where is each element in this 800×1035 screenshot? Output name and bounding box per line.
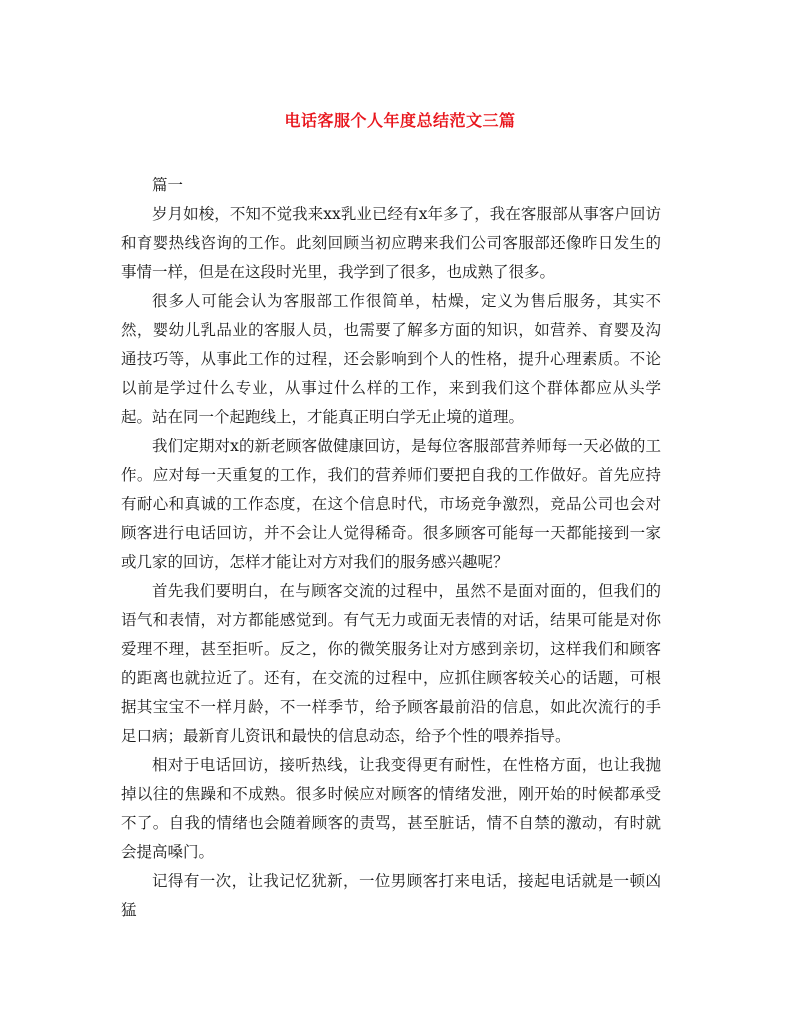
paragraph-6: 记得有一次，让我记忆犹新，一位男顾客打来电话，接起电话就是一顿凶猛 [121,872,661,919]
paragraph-4: 首先我们要明白，在与顾客交流的过程中，虽然不是面对面的，但我们的语气和表情，对方都能感觉到。有气无力或面无表情的对话，结果可能是对你爱理不理，甚至拒听。反之，你的微笑服务让对方感到亲切，这样我们和顾客的距离也就拉近了。还有，在交流的过程中，应抓住顾客较关心的话题，可根据其宝宝不一样月龄，不一样季节，给予顾客最前沿的信息，如此次流行的手足口病；最新育儿资讯和最快的信息动态，给予个性的喂养指导。 [121,582,661,745]
section-heading: 篇一 [152,176,184,194]
document-body [121,171,661,925]
paragraph-1: 岁月如梭，不知不觉我来xx乳业已经有x年多了，我在客服部从事客户回访和育婴热线咨询的工作。此刻回顾当初应聘来我们公司客服部还像昨日发生的事情一样，但是在这段时光里，我学到了很多，也成熟了很多。 [121,205,661,281]
document-title: 电话客服个人年度总结范文三篇 [284,111,516,130]
paragraph-5: 相对于电话回访，接听热线，让我变得更有耐性，在性格方面，也让我抛掉以往的焦躁和不成熟。很多时候应对顾客的情绪发泄，刚开始的时候都承受不了。自我的情绪也会随着顾客的责骂，甚至脏话，情不自禁的激动，有时就会提高嗓门。 [121,756,661,861]
paragraph-3: 我们定期对x的新老顾客做健康回访，是每位客服部营养师每一天必做的工作。应对每一天重复的工作，我们的营养师们要把自我的工作做好。首先应持有耐心和真诚的工作态度，在这个信息时代，市场竞争激烈，竞品公司也会对顾客进行电话回访，并不会让人觉得稀奇。很多顾客可能每一天都能接到一家或几家的回访，怎样才能让对方对我们的服务感兴趣呢？ [121,437,661,571]
paragraph-2: 很多人可能会认为客服部工作很简单，枯燥，定义为售后服务，其实不然，婴幼儿乳品业的客服人员，也需要了解多方面的知识，如营养、育婴及沟通技巧等，从事此工作的过程，还会影响到个人的性格，提升心理素质。不论以前是学过什么专业，从事过什么样的工作，来到我们这个群体都应从头学起。站在同一个起跑线上，才能真正明白学无止境的道理。 [121,292,661,426]
